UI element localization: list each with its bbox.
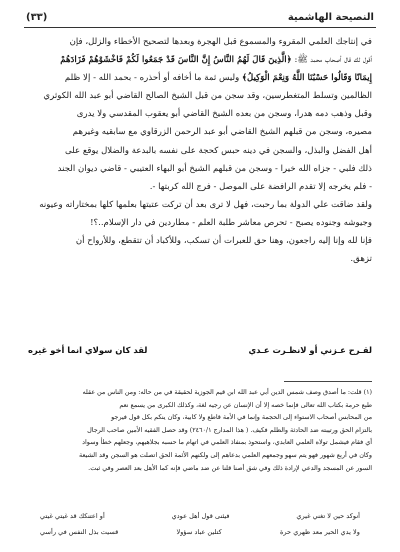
body-line (28, 69, 372, 87)
footnote-line: (١) قلت: ما أصدق وصف شمس الدين أبي عبد الله ابن قيم الجوزية لحقيقة في من حاله: ومن الناس من عقله (82, 388, 372, 396)
body-line-text: أقول لك قال أصحاب محمد ﷺ: (294, 55, 372, 66)
body-line: - فلم يخرجه إلا تقدم الرافضة على الموصل - فرج الله كربتها -. (149, 181, 372, 192)
poem-cell: قسيت بذل النفس في رأسي (40, 528, 119, 536)
footnote-poem-row (40, 512, 360, 520)
footnote-line: وكان في أربع شهور فهو يتم سهو وجمعهم العلمي بدعاهم إلى ولكنهم الأئمة الحق اتصلت هو السجن وقد الشيعة (79, 450, 372, 459)
body-line: فإنا لله وإنا إليه راجعون، وهنا حق للعبرات أن تسكب، وللأكباد أن تتقطع، وللأرواح أن (75, 236, 372, 247)
quran-quote-end: إِيمَانًا وَقَالُوا حَسْبُنَا اللَّهُ وَنِعْمَ الْوَكِيلُ﴾ (242, 73, 372, 84)
body-line: مصيره، وسجن من قبلهم الشيخ القاضي أبو عبد الرحمن الزرقاوي مع سابقيه وغيرهم (72, 127, 372, 138)
footnote-line: السور عن المسجد والدعي لإرادة ذلك وفي شق أصنا قلنا عن ضد ماضي فإنه كما الأهل بعد العصر وفي ثبت. (88, 463, 372, 472)
page-number: (٣٣) (26, 11, 48, 23)
footnote-line: طبع حرمة بكتاب الله تعالى فإنما خصه إلا أن الإنسان عن رجيه لغة، وكذلك الكبرى من يسمع نعم (119, 400, 372, 409)
body-line: وقبل وذهب دمه هدرا، وسجن من بعده الشيخ القاضي أبو يعقوب المقدسي ولا يدرى (76, 109, 372, 120)
body-line: وجيوشه وجنوده يصبح - تحرص معاشر طلبة العلم - مطاردين في دار الإسلام..؟! (90, 217, 372, 228)
body-line: ولقد ضاقت علي الدولة بما رحبت، فهل لا ترى بعد أن تركت عتبتها بعلمها كلها بمختاراته وعيونه (39, 199, 372, 210)
footnote-line: بالتزام الحق ورتيبته ضد الحادثة والظلم فكيف. ( هذا المدارج ٢٤٦٠/١) وقد حصل الفقيه الأمين صاحب الرجال (87, 425, 372, 434)
book-title: النصيحة الهاشمية (287, 11, 374, 23)
body-text (28, 33, 372, 268)
poem-cell: فيئنى قول أهل عودي (171, 512, 230, 520)
footnote-divider (284, 381, 372, 382)
verse-right-hemistich: لقـرح عـزني أو لانظـرت عـدي (248, 345, 372, 355)
body-line: أهل الفضل والبذل، والسجن في دينه حبس كحجة على نفسه بالبدعة والضلال يوقع على (64, 145, 372, 156)
body-line: الظالمين وتسلط المتغطرسين، وقد سجن من قبل الشيخ الصالح القاضي أبو عبد الله الكوثري (43, 91, 372, 102)
poem-cell: أو اعتنكك قد غيتي غيتي (40, 512, 105, 520)
body-line-text: وليس ثمة ما أخافه أو أحذره - بحمد الله - إلا ظلم (64, 73, 240, 84)
body-line: تزهق. (350, 254, 372, 265)
footnote-line: أي فقام فيشمل تولاه العلمي العابدي، واستحوذ بمنفاذ العلمي في اتهام ما حسبه بجلاهيهم، وجعلهم خطأ وسواد (82, 438, 372, 447)
poetry-verse (28, 345, 372, 355)
page-header (26, 10, 374, 24)
footnote (28, 386, 372, 474)
footnote-line: من المحابس أصحاب الاستواء إلى الحجمة وإنما في الأمة قاطع ولا كابية، وكان ينكم بكل قول فيرجو (111, 413, 372, 422)
poem-cell: ولا يدي الحير معد ظهري حرة (279, 528, 360, 536)
quran-quote: ﴿الَّذِينَ قَالَ لَهُمُ النَّاسُ إِنَّ النَّاسَ قَدْ جَمَعُوا لَكُمْ فَاخْشَوْهُمْ فَزَادَهُمْ (60, 55, 292, 66)
footnote-poem-row (40, 528, 360, 536)
header-divider (24, 27, 376, 28)
body-line: في إنتاجك العلمي المقروء والمسموع قبل الهجرة وبعدها لتصحيح الأخطاء والزلل، فإن (69, 37, 372, 47)
body-line: ذلك فلبي - جزاه الله خيرا - وسجن من قبلهم الشيخ أبو البهاء العتيبي - قاضي ديوان الجند (57, 163, 372, 174)
poem-cell: أنوكد حين لا تغني غيري (296, 512, 360, 520)
verse-left-hemistich: لقد كان سولاي انما أخو غيره (28, 345, 148, 355)
body-line (28, 51, 372, 69)
poem-cell: كتلين عباد سؤولا (176, 528, 222, 536)
